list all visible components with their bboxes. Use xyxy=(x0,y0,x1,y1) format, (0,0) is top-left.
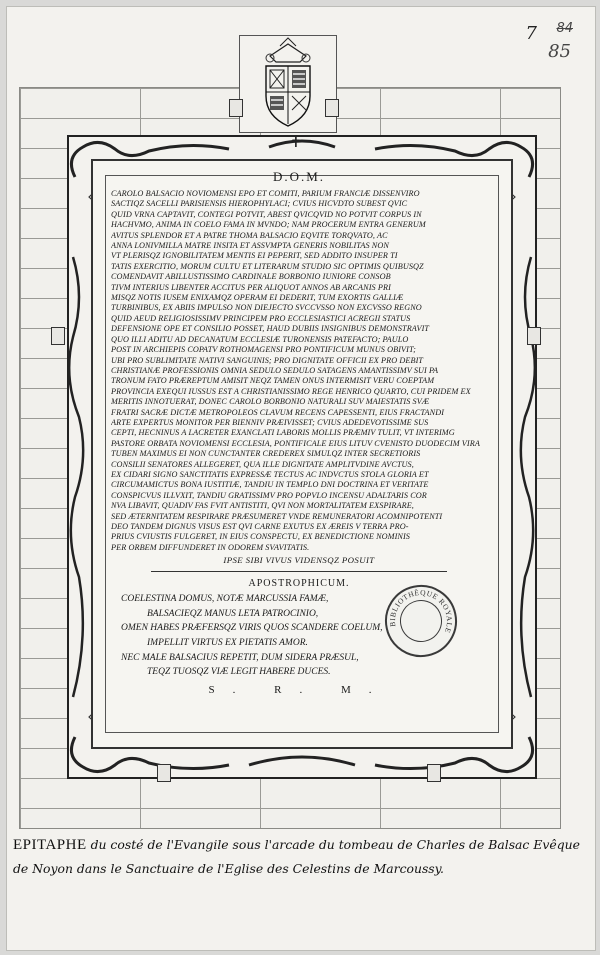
manuscript-page xyxy=(6,6,596,951)
verse-line: COELESTINA DOMUS, NOTÆ MARCUSSIA FAMÆ, xyxy=(121,594,329,605)
inscription-line: HACHVMO, ANIMA IN COELO FAMA IN MVNDO; NAM PROCERUM ENTRA GENERUM xyxy=(111,220,426,230)
inscription-line: TATIS EXERCITIO, MORUM CULTU ET LITERARUM STUDIO SIC OPTIMIS QUIBUSQZ xyxy=(111,261,424,271)
verse-line: NEC MALE BALSACIUS REPETIT, DUM SIDERA PRÆSUL, xyxy=(121,652,359,663)
inscription-line: COMENDAVIT ABILLUSTISSIMO CARDINALE BORBONIO IUNIORE CONSOB xyxy=(111,272,391,282)
inscription-line: TURBINIBUS, EX ABIIS IMPULSO NON DIEJECTO SVCCVSSO NON EXCVSSO REGNO xyxy=(111,303,422,313)
inscription-line: MERITIS INNOTUERAT, DONEC CAROLO BORBONIO NATURALI SUV MAIESTATIS SVÆ xyxy=(111,397,430,407)
verse-line: TEQZ TUOSQZ VIÆ LEGIT HABERE DUCES. xyxy=(147,667,331,678)
verse-line: OMEN HABES PRÆFERSQZ VIRIS QUOS SCANDERE COELUM, xyxy=(121,623,383,634)
inscription-line: PRIUS CVIUSTIS FULGERET, IN EIUS CONSPECTU, EX BENEDICTIONE NOMINIS xyxy=(111,532,411,542)
wall-bracket xyxy=(157,764,171,782)
inscription-line: POST IN ARCHIEPIS COPATV ROTHOMAGENSI PRO PONTIFICUM MUNUS OBIVIT; xyxy=(111,345,416,355)
apostrophe-title: APOSTROPHICUM. xyxy=(248,578,350,590)
inscription-line: CAROLO BALSACIO NOVIOMENSI EPO ET COMITI, PARIUM FRANCIÆ DISSENVIRO xyxy=(111,189,420,198)
divider xyxy=(151,571,447,572)
folio-number: 85 xyxy=(548,41,571,62)
caption-line-1-text: du costé de l'Evangile sous l'arcade du tombeau de Charles de Balsac Evêque xyxy=(86,837,580,852)
inscription-line: SACTIQZ SACELLI PARISIENSIS HIEROPHYLACI; CVIUS HICVDTO SUBEST QVIC xyxy=(111,199,408,209)
inscription-line: CONSILII SENATORES ALLEGERET, QUA ILLE DIGNITATE AMPLITVDINE AVCTUS, xyxy=(111,459,414,469)
inscription-line: DEFENSIONE OPE ET CONSILIO POSSET, HAUD DUBIIS INSIGNIBUS DEMONSTRAVIT xyxy=(111,324,430,334)
inscription-line: QUO ILLI ADITU AD DECANATUM ECCLESIÆ TURONENSIS PATEFACTO; PAULO xyxy=(111,334,409,344)
inscription-line: ANNA LONIVMILLA MATRE INSITA ET ASSVMPTA GENERIS NOBILITAS NON xyxy=(111,241,389,251)
stamp-text: BIBLIOTHÈQUE ROYALE xyxy=(387,587,455,635)
wall-bracket xyxy=(427,764,441,782)
cross-icon: ✝ xyxy=(290,135,302,151)
inscription-line: UBI PRO SUBLIMITATE NATIVI SANGUINIS; PRO DIGNITATE OFFICII EX PRO DEBIT xyxy=(111,355,424,365)
folio-struck-number: 84 xyxy=(556,21,573,36)
inscription-line: CIRCUMAMICTUS BONA IUSTITIÆ, TANDIU IN TEMPLO DNI DOCTRINA ET VERITATE xyxy=(111,480,429,490)
inscription-line: EX CIDARI SIGNO SANCTITATIS EXPRESSÆ TECTUS AC INDVCTUS STOLA GLORIA ET xyxy=(111,469,429,479)
inscription-line: QUID AEUD RELIGIOSISSIMV PRINCIPEM PRO ECCLESIASTICI ACREGII STATUS xyxy=(111,313,411,323)
folio-marks xyxy=(503,21,573,61)
folio-mark: 7 xyxy=(525,23,537,44)
inscription-line: CEPTI, HECNINUS A LACRETER EXANCLATI LABORIS MOLLIS PRÆMIV TULIT, VT INTERIMG xyxy=(111,428,455,438)
caption-line-2: de Noyon dans le Sanctuaire de l'Eglise des Celestins de Marcoussy. xyxy=(13,861,444,876)
inscription-line: CHRISTIANÆ PROFESSIONIS OMNIA SEDULO SEDULO SATAGENS AMANTISSIMV SUI PA xyxy=(111,365,439,375)
inscription-line: CONSPICVUS ILLVXIT, TANDIU GRATISSIMV PRO POPVLO INCENSU ADALTARIS COR xyxy=(111,490,427,500)
wall-bracket xyxy=(527,327,541,345)
inscription-line: VT PLERISQZ IGNOBILITATEM MENTIS EI PEPERIT, SED ADDITO INSUPER TI xyxy=(111,251,398,261)
inscription-line: DEO TANDEM DIGNUS VISUS EST QVI CARNE EXUTUS EX ÆREIS V TERRA PRO- xyxy=(111,522,409,531)
library-stamp-icon xyxy=(381,581,462,662)
verse-line: IMPELLIT VIRTUS EX PIETATIS AMOR. xyxy=(147,638,308,648)
wall-bracket xyxy=(325,99,339,117)
inscription-dedication: IPSE SIBI VIVUS VIDENSQZ POSUIT xyxy=(223,555,375,566)
wall-bracket xyxy=(229,99,243,117)
inscription-line: QUID VRNA CAPTAVIT, CONTEGI POTVIT, ABEST QVICQVID NO POTVIT CORPUS IN xyxy=(111,209,422,219)
inscription-line: TUBEN MAXIMUS EI NON CUNCTANTER CREDEREX SIMULQZ INTER SECRETIORIS xyxy=(111,449,421,459)
caption-line-1 xyxy=(13,833,587,857)
inscription-line: PASTORE ORBATA NOVIOMENSI ECCLESIA, PONTIFICALE EIUS LITUV CVENISTO DUODECIM VIRA xyxy=(111,438,480,448)
inscription-line: MISQZ NOTIS IUSEM ENIXAMQZ OPERAM EI DEDERIT, TUM EXORTIS GALLIÆ xyxy=(111,293,404,303)
coat-of-arms-icon xyxy=(240,36,336,132)
coat-of-arms xyxy=(239,35,337,133)
wall-bracket xyxy=(51,327,65,345)
caption-lead: EPITAPHE xyxy=(13,837,87,853)
inscription-closing: S. R. M. xyxy=(208,683,390,696)
inscription-line: FRATRI SACRÆ DICTÆ METROPOLEOS CLAVUM RECENS CAPESSENTI, EIUS FRACTANDI xyxy=(111,407,445,417)
inscription-line: SED ÆTERNITATEM RESPIRARE PRÆSUMERET VNDE REMUNERATORI ACOMNIPOTENTI xyxy=(111,511,443,521)
inscription-line: TIVM INTERIUS LIBENTER ACCITUS PER ALIQUOT ANNOS AB ARCANIS PRI xyxy=(111,282,391,292)
inscription-line: TRONUM FATO PRÆREPTUM AMISIT NEQZ TAMEN ONUS INTERMISIT VERU COEPTAM xyxy=(111,376,435,386)
inscription-line: PER ORBEM DIFFUNDERET IN ODOREM SVAVITATIS. xyxy=(111,542,310,552)
inscription-line: PROVINCIA EXEQUI IUSSUS EST A CHRISTIANISSIMO REGE HENRICO QUARTO, CUI PRIDEM EX xyxy=(111,386,471,396)
verse-line: BALSACIEQZ MANUS LETA PATROCINIO, xyxy=(147,608,319,619)
inscription-line: AVITUS SPLENDOR ET A PATRE THOMA BALSACIO EQVITE TORQVATO, AC xyxy=(111,230,388,240)
inscription-body xyxy=(111,189,487,553)
inscription-heading: D.O.M. xyxy=(272,169,326,184)
inscription-line: NVA LIBAVIT, QUADIV FAS FVIT ANTISTITI, QVI NON MORTALITATEM EXSPIRARE, xyxy=(111,501,414,511)
caption xyxy=(13,833,587,880)
inscription-line: ARTE EXPERTUS MONITOR PER BIENNIV PRÆIVISSET; CVIUS ADEDEVOTISSIME SUS xyxy=(111,417,429,427)
